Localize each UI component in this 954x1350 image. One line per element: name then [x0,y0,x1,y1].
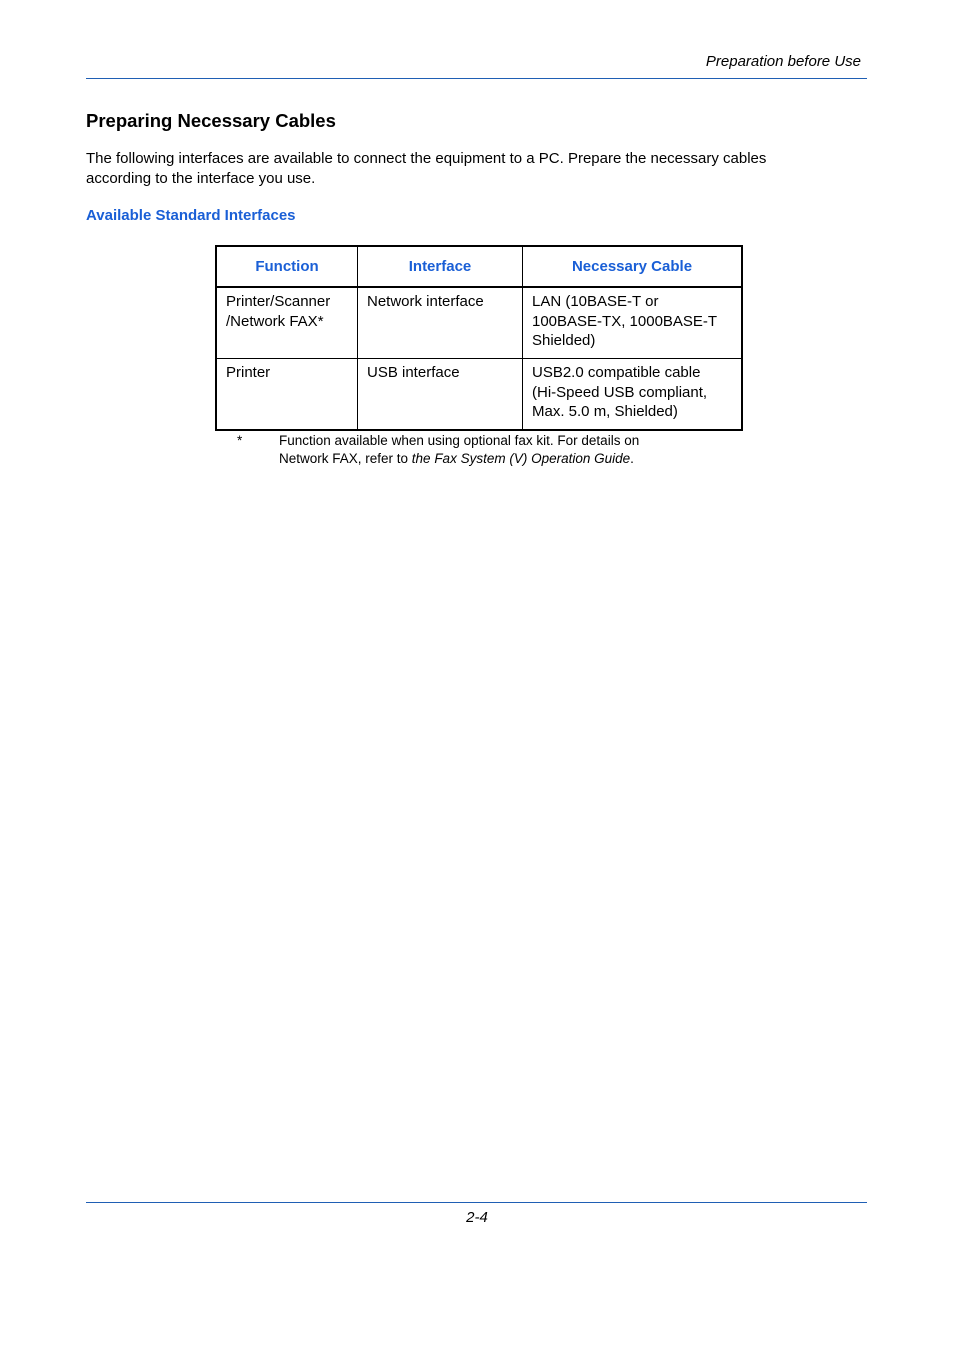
footnote-line-1: Function available when using optional fax kit. For details on [279,433,640,448]
cell-line: LAN (10BASE-T or [532,293,659,310]
intro-line-2: according to the interface you use. [86,169,316,187]
footnote-line-2-suffix: . [630,451,634,466]
running-header: Preparation before Use [705,53,861,70]
cell-interface: Network interface [358,287,523,359]
footnote-guide-title: the Fax System (V) Operation Guide [411,451,631,466]
cell-function [216,287,358,359]
intro-paragraph [86,149,846,188]
cell-interface: USB interface [358,359,523,431]
cell-line: Printer [226,364,271,381]
footer-rule [86,1202,867,1203]
cell-line: Shielded) [532,332,596,349]
header-necessary-cable: Necessary Cable [523,246,743,287]
cell-line: Printer/Scanner [226,293,331,310]
cell-line: Max. 5.0 m, Shielded) [532,403,678,420]
footnote-mark: * [237,433,243,448]
cell-cable [523,359,743,431]
interfaces-table [215,245,743,431]
table-row [216,359,742,431]
header-interface: Interface [358,246,523,287]
cell-function [216,359,358,431]
cell-cable [523,287,743,359]
page-number: 2-4 [466,1209,488,1226]
cell-line: (Hi-Speed USB compliant, [532,383,708,401]
cell-line: /Network FAX* [226,312,324,330]
cell-line: 100BASE-TX, 1000BASE-T [532,312,718,330]
page-title: Preparing Necessary Cables [86,110,336,131]
header-function: Function [216,246,358,287]
table-header-row [216,246,742,287]
cell-line: USB2.0 compatible cable [532,364,701,381]
header-rule [86,78,867,79]
table-row [216,287,742,359]
intro-line-1: The following interfaces are available to connect the equipment to a PC. Prepare the necessary cables [86,150,767,167]
section-subheading: Available Standard Interfaces [86,207,296,224]
footnote-line-2-prefix: Network FAX, refer to [279,451,412,466]
footnote-text [279,432,699,468]
